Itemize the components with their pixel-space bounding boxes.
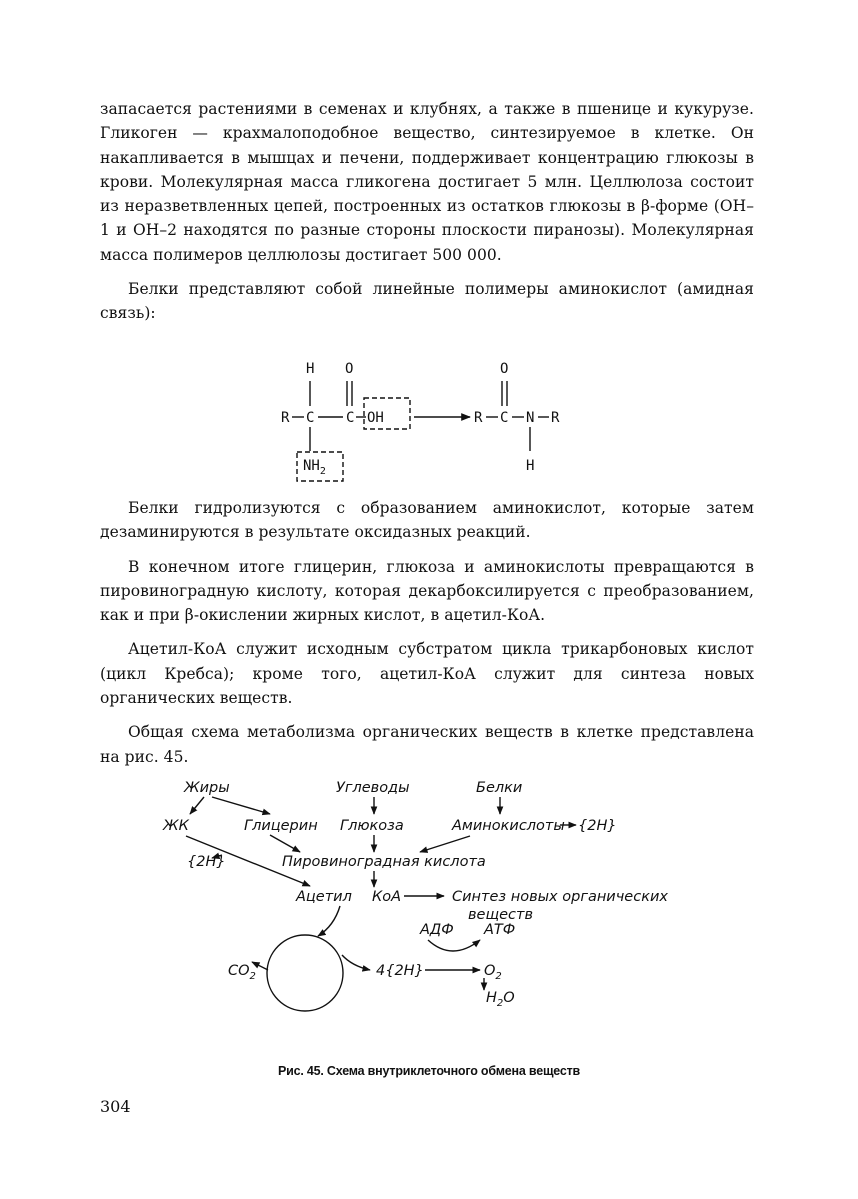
label-2h-left: {2H}: [187, 854, 226, 870]
formula-r-left: R: [281, 410, 290, 426]
label-glucose: Глюкоза: [340, 818, 404, 834]
paragraph: запасается растениями в семенах и клубнях, а также в пшенице и кукурузе. Гликоген — крахмалоподобное вещество, синтезируемое в клетке. Он накапливается в мышцах и печени, поддерживает концентрацию глюкозы в крови. Молекулярная масса гликогена достигает 5 млн. Целлюлоза состоит из неразветвленных цепей, построенных из остатков глюкозы в β-форме (ОН–1 и ОН–2 находятся по разные стороны плоскости пиранозы). Молекулярная масса полимеров целлюлозы достигает 500 000.: [100, 100, 754, 264]
formula-r-end: R: [551, 410, 560, 426]
label-glycerol: Глицерин: [244, 818, 318, 834]
label-acetyl: Ацетил: [296, 889, 352, 905]
label-pyruvate: Пировиноградная кислота: [282, 854, 486, 870]
formula-o-right: O: [500, 361, 509, 377]
figure-caption: Рис. 45. Схема внутриклеточного обмена веществ: [277, 1064, 581, 1078]
label-co2: $CO_2$: [228, 963, 256, 982]
label-o2: $O_2$: [484, 963, 502, 982]
label-atp: АТФ: [484, 922, 516, 938]
label-4-2h: 4{2H}: [376, 963, 424, 979]
formula-o-left: O: [345, 361, 354, 377]
paragraph: Ацетил-КоА служит исходным субстратом цикла трикарбоновых кислот (цикл Кребса); кроме того, ацетил-КоА служит для синтеза новых органических веществ.: [100, 640, 754, 708]
label-h2o: $H_2O$: [486, 990, 515, 1009]
label-carbs: Углеводы: [336, 780, 410, 796]
formula-n-product: N: [526, 410, 535, 426]
formula-h-top: H: [306, 361, 315, 377]
formula-oh: OH: [367, 410, 384, 426]
formula-nh2: $NH_2$: [303, 458, 326, 477]
paragraph: Белки гидролизуются с образованием аминокислот, которые затем дезаминируются в результате оксидазных реакций.: [100, 499, 754, 542]
paragraph: Общая схема метаболизма органических веществ в клетке представлена на рис. 45.: [100, 723, 754, 766]
paragraph: В конечном итоге глицерин, глюкоза и аминокислоты превращаются в пировиноградную кислоту, которая декарбоксилируется с преобразованием, как и при β-окислении жирных кислот, в ацетил-КоА.: [100, 557, 754, 625]
label-adp: АДФ: [420, 922, 454, 938]
label-synthesis-2: веществ: [468, 907, 534, 923]
page-number: 304: [100, 1097, 131, 1116]
formula-r-product: R: [474, 410, 483, 426]
label-coa: КоА: [372, 889, 402, 905]
formula-c-carbonyl: C: [346, 410, 355, 426]
label-proteins: Белки: [476, 780, 523, 796]
label-fatty-acids: ЖК: [163, 818, 189, 834]
label-2h-right: {2H}: [578, 818, 617, 834]
formula-c-alpha: C: [306, 410, 315, 426]
label-amino-acids: Аминокислоты: [452, 818, 565, 834]
label-fats: Жиры: [184, 780, 230, 796]
formula-c-product: C: [500, 410, 509, 426]
paragraph: Белки представляют собой линейные полимеры аминокислот (амидная связь):: [100, 280, 754, 323]
formula-h-bottom: H: [526, 458, 535, 474]
label-synthesis-1: Синтез новых органических: [452, 889, 668, 905]
